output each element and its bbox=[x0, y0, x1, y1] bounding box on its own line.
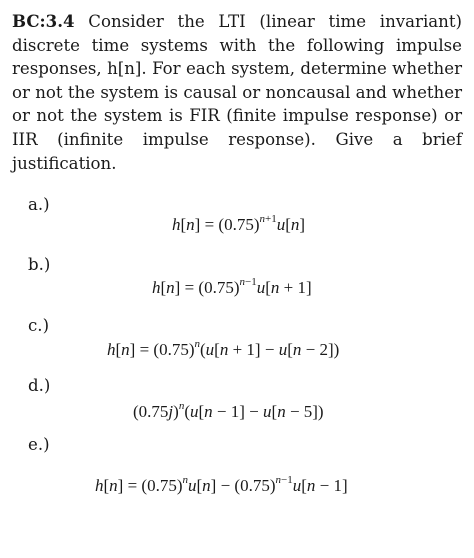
problem-statement bbox=[12, 10, 462, 175]
equation-d: $(0.75j)^n(u[n - 1] - u[n - 5])$ bbox=[133, 400, 324, 421]
part-b-label: b.) bbox=[28, 255, 51, 274]
part-c-label: c.) bbox=[28, 316, 50, 335]
equation-c: $h[n] = (0.75)^n(u[n + 1] - u[n - 2])$ bbox=[107, 338, 340, 359]
part-d-label: d.) bbox=[28, 376, 51, 395]
equation-e: $h[n] = (0.75)^nu[n] - (0.75)^{n-1}u[n - 1]$ bbox=[95, 474, 348, 495]
part-e-label: e.) bbox=[28, 435, 50, 454]
equation-b: $h[n] = (0.75)^{n-1}u[n + 1]$ bbox=[152, 276, 312, 297]
problem-text: Consider the LTI (linear time invariant) discrete time systems with the following impulse responses, h[n]. For each system, determine whether or not the system is causal or noncausal and whether or not the system is FIR (finite impulse response) or IIR (infinite impulse response). Give a brief justification. bbox=[12, 12, 462, 173]
part-a-label: a.) bbox=[28, 195, 50, 214]
problem-code: BC:3.4 bbox=[12, 11, 75, 31]
equation-a: $h[n] = (0.75)^{n+1}u[n]$ bbox=[172, 213, 306, 234]
